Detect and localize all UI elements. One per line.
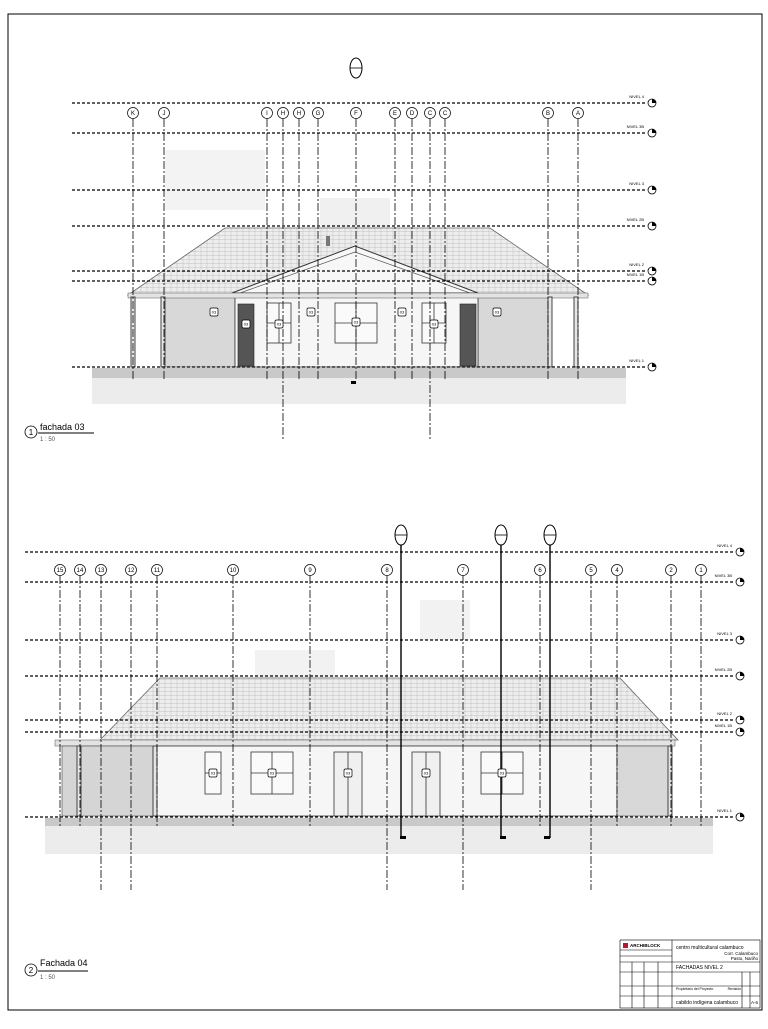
drawing-scale: 1 : 50 (40, 975, 56, 981)
grid-label: 8 (385, 568, 389, 574)
level-label: NIVEL 2B (626, 217, 644, 222)
grid-label: 1 (699, 568, 703, 574)
location-line-2: Pasto, Nariño (730, 956, 758, 961)
level-marker-fill (740, 578, 744, 582)
elevation-fachada-03 (25, 58, 656, 443)
sheet-border (8, 14, 762, 1010)
grid-label: J (162, 111, 166, 117)
chimney-pipe (326, 236, 330, 246)
grid-label: A (575, 111, 581, 117)
drawing-number: 2 (28, 966, 34, 975)
location-line-1: Corr. Calambuco (724, 951, 758, 956)
revision-label: Revisión (727, 987, 741, 991)
ground-slab (45, 818, 713, 826)
level-marker-fill (652, 267, 656, 271)
wall-left-shadow (165, 297, 235, 367)
grid-label: B (545, 111, 551, 117)
level-marker-fill (740, 728, 744, 732)
level-label: NIVEL 3B (714, 573, 732, 578)
grid-label: C (427, 111, 433, 117)
level-marker-fill (652, 222, 656, 226)
title-block-text (630, 943, 759, 1006)
grid-label: H (296, 111, 302, 117)
element-tag-label: 03 (499, 770, 505, 776)
level-label: NIVEL 1B (714, 723, 732, 728)
level-label: NIVEL 1 (717, 808, 732, 813)
element-tag-label: 03 (211, 309, 217, 315)
grid-label: 2 (669, 568, 673, 574)
logo-text: ARCHIBLOCK (630, 943, 661, 948)
grid-label: D (409, 111, 415, 117)
grid-label: 13 (97, 568, 105, 574)
ground-shadow (45, 826, 713, 854)
grid-label: H (280, 111, 286, 117)
grid-label: E (392, 111, 398, 117)
element-tag-label: 03 (399, 309, 405, 315)
element-tag-label: 03 (423, 770, 429, 776)
level-label: NIVEL 3 (629, 181, 644, 186)
level-marker-fill (652, 129, 656, 133)
owner-label: Propietario del Proyecto (676, 987, 714, 991)
wall-right-shadow (478, 297, 548, 367)
level-marker-fill (652, 277, 656, 281)
element-tag-label: 03 (269, 770, 275, 776)
grid-label: 6 (538, 568, 542, 574)
drawing-scale: 1 : 50 (40, 437, 56, 443)
level-label: NIVEL 2 (629, 262, 644, 267)
level-label: NIVEL 1 (629, 358, 644, 363)
logo-mark (623, 943, 628, 948)
level-marker-fill (740, 813, 744, 817)
door (460, 304, 476, 366)
grid-label: 9 (308, 568, 312, 574)
level-label: NIVEL 4 (629, 94, 644, 99)
drawing-title: fachada 03 (40, 422, 85, 432)
element-tag-label: 03 (353, 319, 359, 325)
level-marker-fill (652, 99, 656, 103)
level-marker-fill (740, 716, 744, 720)
level-label: NIVEL 4 (717, 543, 732, 548)
eave-beam (55, 740, 675, 746)
grid-label: 5 (589, 568, 593, 574)
element-tag-label: 03 (494, 309, 500, 315)
background-ghost (165, 150, 265, 210)
background-ghost (320, 198, 390, 228)
drawing-title-1 (25, 422, 94, 443)
grid-label: F (354, 111, 358, 117)
level-marker-fill (740, 636, 744, 640)
level-label: NIVEL 2B (714, 667, 732, 672)
sheet-name: FACHADAS NIVEL 2 (676, 965, 723, 971)
level-label: NIVEL 3 (717, 631, 732, 636)
grid-label: 7 (461, 568, 465, 574)
level-label: NIVEL 2 (717, 711, 732, 716)
grid-label: 12 (127, 568, 135, 574)
level-marker-fill (740, 548, 744, 552)
grid-label: 4 (615, 568, 619, 574)
background-ghost (420, 600, 470, 640)
element-tag-label: 03 (345, 770, 351, 776)
grid-label: G (315, 111, 321, 117)
element-tag-label: 03 (210, 770, 216, 776)
level-label: NIVEL 1B (626, 272, 644, 277)
level-marker-fill (740, 672, 744, 676)
grid-label: 14 (76, 568, 84, 574)
door (238, 304, 254, 366)
drawing-title: Fachada 04 (40, 958, 88, 968)
grid-label: 15 (56, 568, 64, 574)
elevation-fachada-04 (25, 525, 744, 981)
level-marker-fill (652, 363, 656, 367)
eave-beam (128, 293, 588, 298)
level-label: NIVEL 3B (626, 124, 644, 129)
client-name: cabildo indígena calambuco (676, 1000, 738, 1006)
project-name: centro multicultural calambuco (676, 945, 744, 951)
grid-label: I (266, 111, 268, 117)
drawing-title-2 (25, 958, 88, 981)
element-tag-label: 03 (308, 309, 314, 315)
grid-label: C (442, 111, 448, 117)
element-tag-label: 03 (243, 321, 249, 327)
ground-shadow (92, 378, 626, 404)
sheet-code: A-6 (751, 1000, 759, 1005)
wall-right-shadow (617, 746, 672, 816)
level-marker-fill (652, 186, 656, 190)
element-tag-label: 03 (431, 321, 437, 327)
wall-left-shadow (62, 746, 157, 816)
grid-label: 11 (153, 568, 161, 574)
element-tag-label: 03 (276, 321, 282, 327)
ground-slab (92, 368, 626, 378)
grid-label: K (130, 111, 136, 117)
drawing-number: 1 (28, 428, 34, 437)
grid-label: 10 (229, 568, 237, 574)
